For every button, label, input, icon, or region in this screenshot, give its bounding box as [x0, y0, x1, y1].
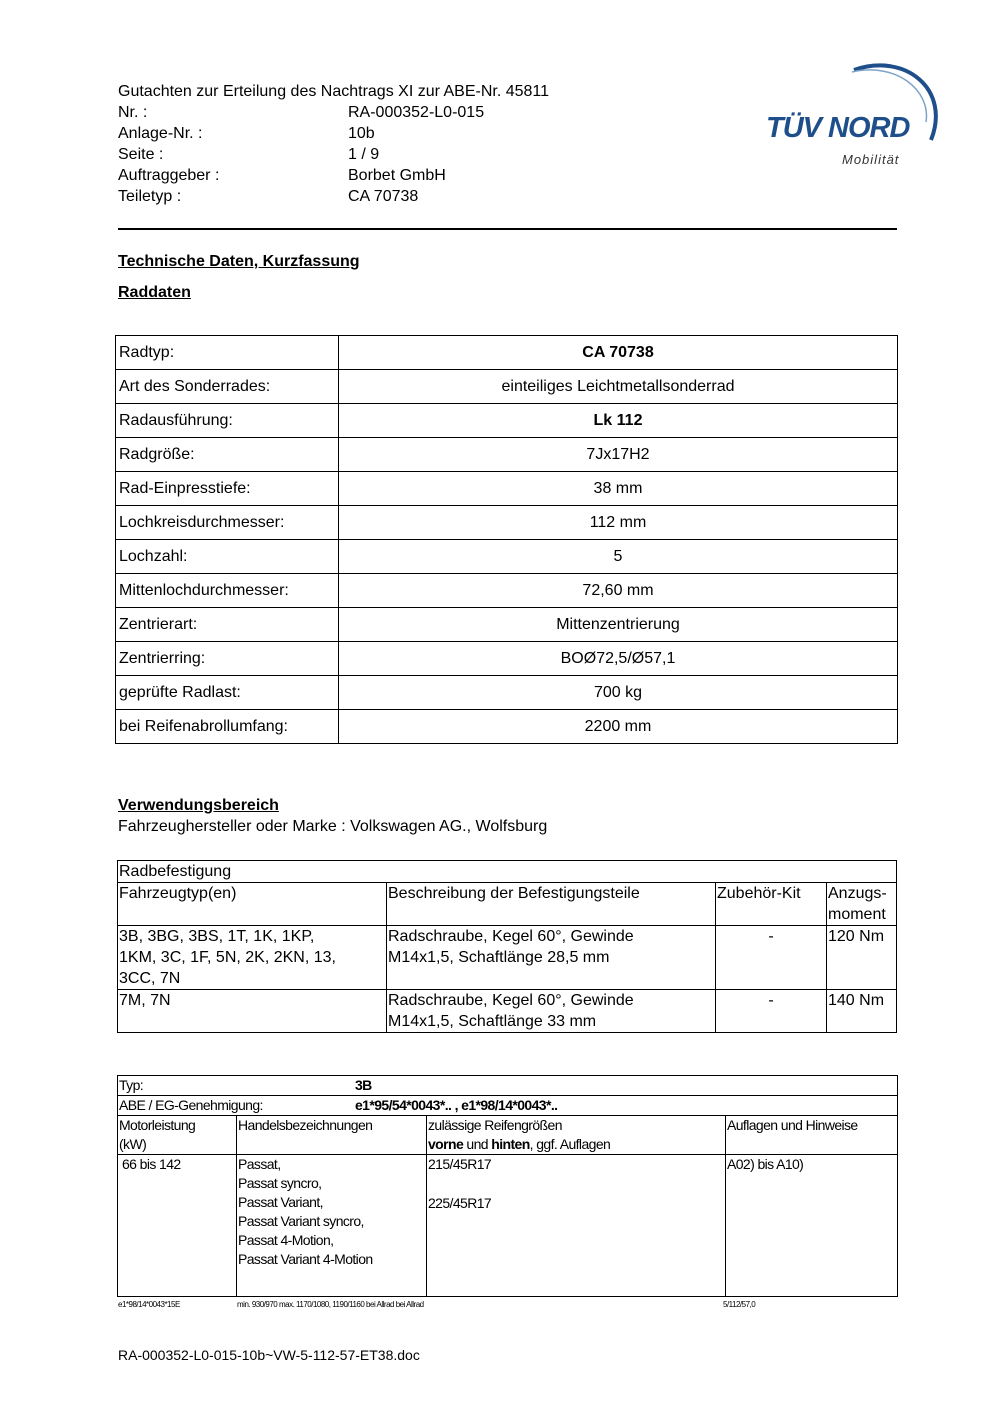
logo-subtitle: Mobilität	[842, 152, 900, 167]
row-label: Art des Sonderrades:	[116, 370, 339, 404]
typ-row	[118, 1076, 898, 1096]
row-value: CA 70738	[339, 336, 898, 370]
row-label: Radgröße:	[116, 438, 339, 472]
cell-beschreibung	[387, 926, 716, 990]
document-header	[118, 81, 549, 207]
header-line: Motorleistung	[119, 1117, 196, 1133]
row-label: bei Reifenabrollumfang:	[116, 710, 339, 744]
verwendung-subtitle: Fahrzeughersteller oder Marke : Volkswagen AG., Wolfsburg	[118, 818, 548, 835]
header-row-auftraggeber	[118, 165, 549, 186]
header-label: Teiletyp :	[118, 188, 182, 205]
table-row	[118, 1076, 898, 1096]
name-line: Passat Variant 4-Motion	[238, 1251, 373, 1267]
cell-line: M14x1,5, Schaftlänge 28,5 mm	[388, 949, 610, 966]
cell-reifengroessen	[427, 1155, 726, 1297]
table-row	[118, 990, 897, 1033]
cell-line: 1KM, 3C, 1F, 5N, 2K, 2KN, 13,	[119, 949, 336, 966]
header-row-nr	[118, 102, 549, 123]
raddaten-heading: Raddaten	[118, 284, 191, 301]
reifen-hinten: hinten	[491, 1136, 530, 1152]
cell-handelsbezeichnungen	[237, 1155, 427, 1297]
header-value: CA 70738	[348, 188, 419, 205]
header-label: Nr. :	[118, 104, 148, 121]
name-line: Passat Variant syncro,	[238, 1213, 364, 1229]
row-label: Radausführung:	[116, 404, 339, 438]
header-label: Auftraggeber :	[118, 167, 220, 184]
cell-beschreibung	[387, 990, 716, 1033]
row-value: einteiliges Leichtmetallsonderrad	[339, 370, 898, 404]
header-line	[428, 1135, 724, 1154]
header-line: moment	[828, 906, 886, 923]
table-row	[116, 642, 898, 676]
cell-line: Radschraube, Kegel 60°, Gewinde	[388, 928, 634, 945]
header-label: Anlage-Nr. :	[118, 125, 203, 142]
header-handelsbezeichnungen: Handelsbezeichnungen	[237, 1116, 427, 1155]
cell-moment: 140 Nm	[827, 990, 897, 1033]
cell-line: M14x1,5, Schaftlänge 33 mm	[388, 1013, 597, 1030]
fine-weights: min. 930/970 max. 1170/1080, 1190/1160 bei Allrad bei Allrad	[237, 1300, 424, 1309]
row-value: 7Jx17H2	[339, 438, 898, 472]
header-anzugsmoment	[827, 883, 897, 926]
abe-label: ABE / EG-Genehmigung:	[119, 1097, 263, 1113]
fine-spec: 5/112/57,0	[723, 1300, 756, 1309]
cell-kit: -	[716, 926, 827, 990]
table-row	[116, 676, 898, 710]
table-row	[118, 926, 897, 990]
typ-table	[117, 1075, 898, 1297]
table-row	[116, 574, 898, 608]
header-value: RA-000352-L0-015	[348, 104, 485, 121]
cell-motorleistung: 66 bis 142	[118, 1155, 237, 1297]
row-value: Mittenzentrierung	[339, 608, 898, 642]
row-value: 38 mm	[339, 472, 898, 506]
cell-auflagen: A02) bis A10)	[726, 1155, 898, 1297]
name-line: Passat syncro,	[238, 1175, 322, 1191]
header-line: zulässige Reifengrößen	[428, 1117, 562, 1133]
header-motorleistung	[118, 1116, 237, 1155]
abe-row	[118, 1096, 898, 1116]
row-value: BOØ72,5/Ø57,1	[339, 642, 898, 676]
table-header-row	[118, 883, 897, 926]
name-line: Passat Variant,	[238, 1194, 323, 1210]
cell-line: Radschraube, Kegel 60°, Gewinde	[388, 992, 634, 1009]
header-auflagen: Auflagen und Hinweise	[726, 1116, 898, 1155]
header-reifengroessen	[427, 1116, 726, 1155]
header-line: Anzugs-	[828, 885, 887, 902]
verwendung-heading: Verwendungsbereich	[118, 797, 279, 814]
header-row-seite	[118, 144, 549, 165]
table-row	[116, 336, 898, 370]
row-value: 112 mm	[339, 506, 898, 540]
reifen-rest: , ggf. Auflagen	[529, 1136, 611, 1152]
row-label: geprüfte Radlast:	[116, 676, 339, 710]
cell-kit: -	[716, 990, 827, 1033]
table-row	[116, 608, 898, 642]
tuv-nord-logo	[766, 60, 946, 170]
table-row	[116, 540, 898, 574]
header-value: 1 / 9	[348, 146, 380, 163]
row-label: Lochzahl:	[116, 540, 339, 574]
table-row	[116, 710, 898, 744]
table-row	[118, 861, 897, 883]
row-value: 2200 mm	[339, 710, 898, 744]
tire-size: 215/45R17	[428, 1156, 492, 1172]
cell-line: 3B, 3BG, 3BS, 1T, 1K, 1KP,	[119, 928, 315, 945]
header-row-anlage	[118, 123, 549, 144]
section-title: Technische Daten, Kurzfassung	[118, 253, 360, 270]
document-title: Gutachten zur Erteilung des Nachtrags XI zur ABE-Nr. 45811	[118, 83, 550, 100]
table-row	[116, 438, 898, 472]
table-row	[116, 472, 898, 506]
row-value: 72,60 mm	[339, 574, 898, 608]
typ-value: 3B	[355, 1077, 372, 1093]
row-label: Lochkreisdurchmesser:	[116, 506, 339, 540]
cell-line: 3CC, 7N	[119, 970, 181, 987]
tire-size: 225/45R17	[428, 1195, 492, 1211]
header-fahrzeugtyp: Fahrzeugtyp(en)	[118, 883, 387, 926]
radbefestigung-table	[117, 860, 897, 1033]
row-label: Rad-Einpresstiefe:	[116, 472, 339, 506]
header-zubehoer-kit: Zubehör-Kit	[716, 883, 827, 926]
header-value: 10b	[348, 125, 375, 142]
row-label: Zentrierart:	[116, 608, 339, 642]
header-line: (kW)	[119, 1136, 147, 1152]
row-label: Zentrierring:	[116, 642, 339, 676]
name-line: Passat 4-Motion,	[238, 1232, 334, 1248]
cell-fahrzeugtyp: 7M, 7N	[118, 990, 387, 1033]
header-beschreibung: Beschreibung der Befestigungsteile	[387, 883, 716, 926]
raddaten-table	[115, 335, 898, 744]
row-label: Radtyp:	[116, 336, 339, 370]
cell-fahrzeugtyp	[118, 926, 387, 990]
table-header-row	[118, 1116, 898, 1155]
cell-moment: 120 Nm	[827, 926, 897, 990]
table-row	[116, 506, 898, 540]
header-row-teiletyp	[118, 186, 549, 207]
table-row	[116, 404, 898, 438]
row-value: 700 kg	[339, 676, 898, 710]
row-value: 5	[339, 540, 898, 574]
header-label: Seite :	[118, 146, 164, 163]
row-label: Mittenlochdurchmesser:	[116, 574, 339, 608]
abe-value: e1*95/54*0043*.. , e1*98/14*0043*..	[355, 1097, 558, 1113]
table-row	[118, 1096, 898, 1116]
header-value: Borbet GmbH	[348, 167, 446, 184]
table-row	[118, 1155, 898, 1297]
header-divider	[118, 228, 897, 230]
reifen-und: und	[463, 1136, 492, 1152]
fine-approval: e1*98/14*0043*15E	[118, 1300, 180, 1309]
name-line: Passat,	[238, 1156, 281, 1172]
logo-wordmark: TÜV NORD	[766, 112, 910, 144]
row-value: Lk 112	[339, 404, 898, 438]
table-row	[116, 370, 898, 404]
reifen-vorne: vorne	[428, 1136, 464, 1152]
file-footer: RA-000352-L0-015-10b~VW-5-112-57-ET38.doc	[118, 1347, 420, 1363]
typ-label: Typ:	[119, 1077, 144, 1093]
radbefestigung-title: Radbefestigung	[118, 861, 897, 883]
